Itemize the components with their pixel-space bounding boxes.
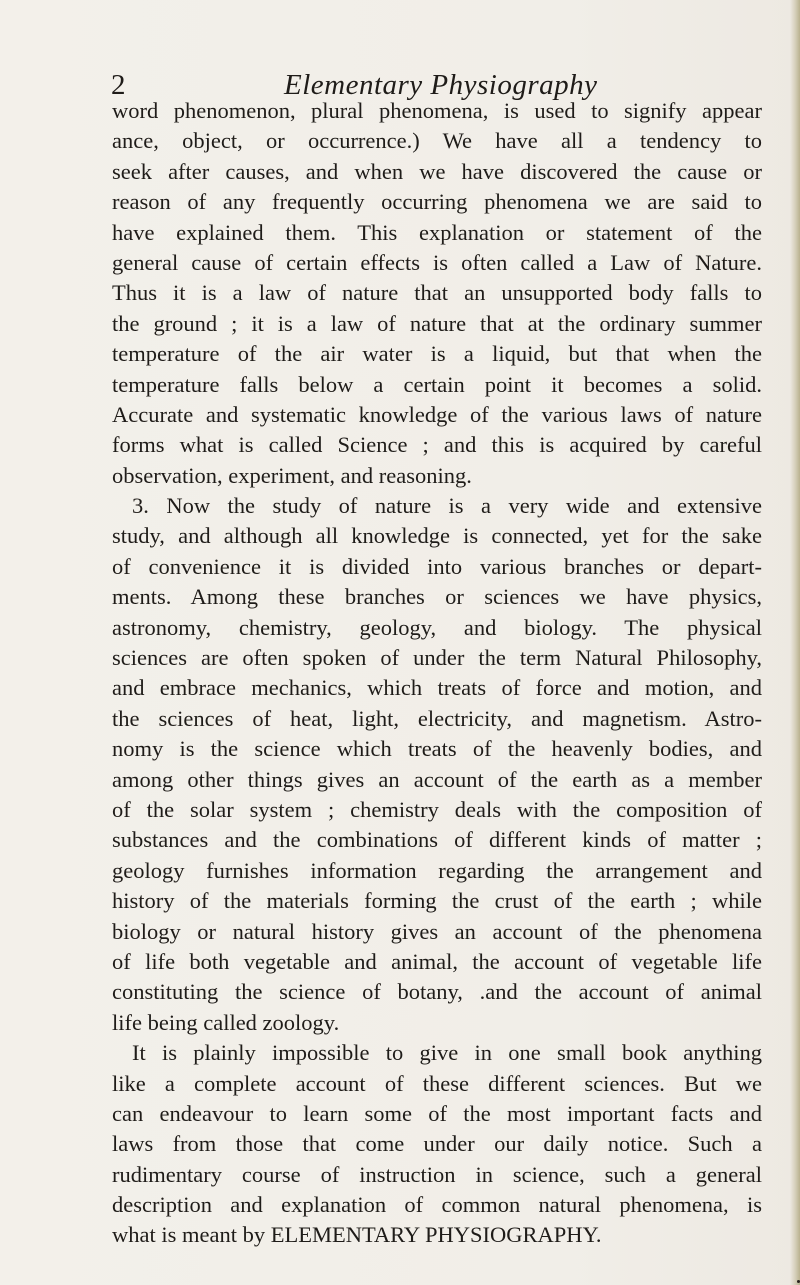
text-line: life being called zoology. — [112, 1009, 340, 1035]
text-line: and embrace mechanics, which treats of force and motion, and — [112, 675, 762, 701]
text-line: general cause of certain effects is often called a Law of Nature. — [112, 249, 762, 275]
text-line: reason of any frequently occurring phenomena we are said to — [112, 189, 762, 215]
text-line: history of the materials forming the crust of the earth ; while — [112, 888, 762, 914]
text-line: of the solar system ; chemistry deals with the composition of — [112, 796, 762, 822]
text-line: the ground ; it is a law of nature that at the ordinary summer — [112, 310, 762, 336]
running-title: Elementary Physiography — [284, 69, 598, 101]
text-line: constituting the science of botany, .and the account of animal — [112, 979, 762, 1005]
text-line: ments. Among these branches or sciences we have physics, — [112, 584, 762, 610]
text-line: of convenience it is divided into various branches or depart- — [112, 553, 762, 579]
text-line: biology or natural history gives an account of the phenomena — [112, 918, 762, 944]
text-line: It is plainly impossible to give in one small book anything — [132, 1040, 762, 1066]
text-line: like a complete account of these different sciences. But we — [112, 1070, 762, 1096]
text-line: forms what is called Science ; and this is acquired by careful — [112, 432, 762, 458]
text-line: Thus it is a law of nature that an unsupported body falls to — [112, 280, 762, 306]
text-line: 3. Now the study of nature is a very wide and extensive — [132, 493, 762, 519]
text-line: what is meant by ELEMENTARY PHYSIOGRAPHY. — [112, 1222, 602, 1248]
body-text — [112, 96, 762, 1251]
text-line: nomy is the science which treats of the heavenly bodies, and — [112, 736, 762, 762]
text-line: study, and although all knowledge is connected, yet for the sake — [112, 523, 762, 549]
text-line: among other things gives an account of the earth as a member — [112, 766, 762, 792]
text-line: can endeavour to learn some of the most important facts and — [112, 1100, 762, 1126]
text-line: Accurate and systematic knowledge of the various laws of nature — [112, 401, 762, 427]
text-line: rudimentary course of instruction in science, such a general — [112, 1161, 762, 1187]
text-line: ance, object, or occurrence.) We have all a tendency to — [112, 128, 762, 154]
text-line: have explained them. This explanation or statement of the — [112, 219, 762, 245]
text-line: geology furnishes information regarding the arrangement and — [112, 857, 762, 883]
text-line: word phenomenon, plural phenomena, is used to signify appear — [112, 98, 762, 123]
page-number: 2 — [111, 69, 126, 101]
text-line: substances and the combinations of different kinds of matter ; — [112, 827, 762, 853]
text-line: temperature of the air water is a liquid, but that when the — [112, 341, 762, 367]
text-line: the sciences of heat, light, electricity, and magnetism. Astro- — [112, 705, 762, 731]
text-line: sciences are often spoken of under the term Natural Philosophy, — [112, 645, 762, 671]
text-line: temperature falls below a certain point it becomes a solid. — [112, 371, 762, 397]
text-line: description and explanation of common natural phenomena, is — [112, 1192, 762, 1218]
text-line: laws from those that come under our daily notice. Such a — [112, 1131, 762, 1157]
text-line: of life both vegetable and animal, the account of vegetable life — [112, 948, 762, 974]
page-edge-shading — [790, 0, 800, 1285]
text-line: astronomy, chemistry, geology, and biology. The physical — [112, 614, 762, 640]
text-line: seek after causes, and when we have discovered the cause or — [112, 158, 762, 184]
text-line: observation, experiment, and reasoning. — [112, 462, 472, 488]
